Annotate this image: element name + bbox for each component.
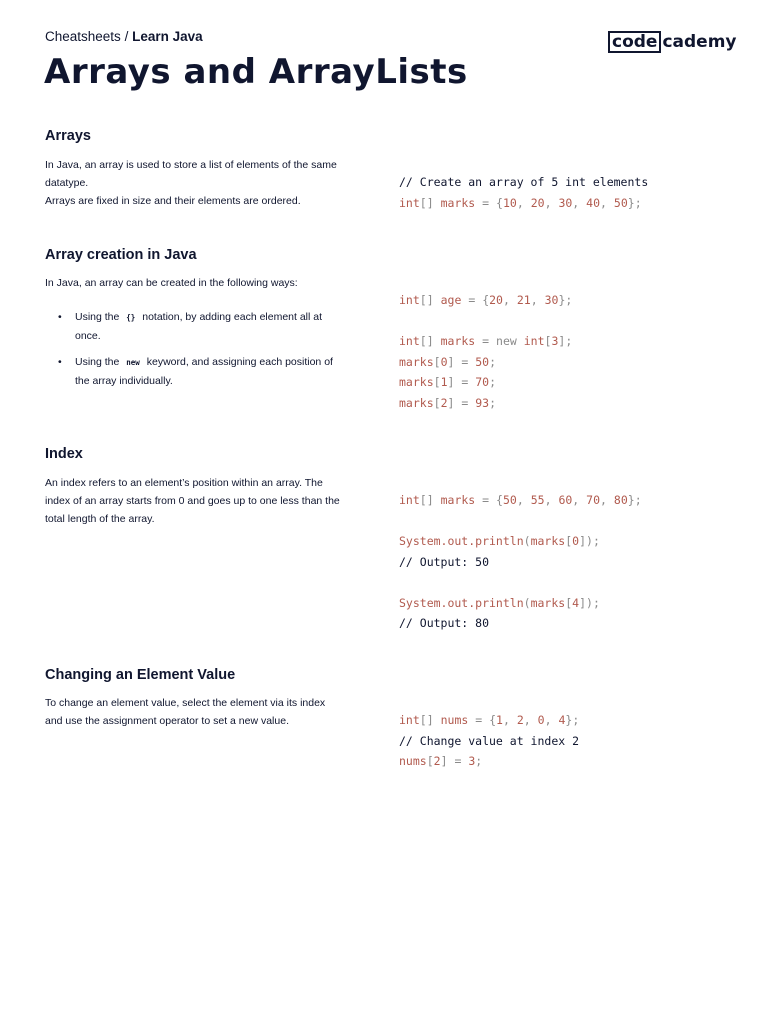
code-line: marks[0] = 50;	[399, 354, 497, 369]
code-line: int[] marks = {10, 20, 30, 40, 50};	[399, 195, 642, 210]
code-block-arrays	[399, 172, 648, 213]
code-block-index	[399, 490, 642, 634]
code-line	[399, 572, 642, 593]
breadcrumb	[45, 29, 203, 44]
codecademy-logo[interactable]	[608, 31, 737, 53]
inline-code: {}	[126, 313, 136, 322]
section-heading-index: Index	[45, 446, 83, 462]
breadcrumb-separator: /	[124, 29, 129, 44]
arrays-description	[45, 156, 345, 210]
index-description: An index refers to an element’s position within an array. The index of an array starts from 0 and goes up to one less than the total length of the array.	[45, 477, 340, 525]
code-line	[399, 511, 642, 532]
list-item	[58, 353, 348, 390]
code-line: System.out.println(marks[4]);	[399, 595, 600, 610]
section-heading-creation: Array creation in Java	[45, 247, 197, 263]
code-line: // Output: 50	[399, 554, 490, 569]
code-line: int[] nums = {1, 2, 0, 4};	[399, 713, 580, 727]
bullet-text: keyword, and assigning each position of the array individually.	[75, 356, 333, 387]
code-line: marks[2] = 93;	[399, 395, 497, 410]
arrays-text-2: Arrays are fixed in size and their elements are ordered.	[45, 195, 301, 207]
breadcrumb-parent[interactable]: Cheatsheets	[45, 29, 121, 44]
code-line: marks[1] = 70;	[399, 375, 497, 389]
inline-code: new	[126, 358, 140, 367]
code-block-creation	[399, 290, 572, 413]
section-heading-changing: Changing an Element Value	[45, 667, 236, 683]
code-line: System.out.println(marks[0]);	[399, 534, 600, 548]
logo-cademy: cademy	[662, 32, 737, 52]
code-line: int[] marks = {50, 55, 60, 70, 80};	[399, 493, 642, 507]
list-item	[58, 308, 348, 345]
code-line: int[] age = {20, 21, 30};	[399, 293, 573, 307]
section-heading-arrays: Arrays	[45, 128, 91, 144]
breadcrumb-current[interactable]: Learn Java	[132, 29, 203, 44]
creation-intro: In Java, an array can be created in the following ways:	[45, 277, 298, 289]
bullet-text: Using the	[75, 311, 120, 323]
arrays-text-1: In Java, an array is used to store a list of elements of the same datatype.	[45, 159, 337, 189]
code-line	[399, 311, 572, 332]
code-line: // Create an array of 5 int elements	[399, 175, 649, 189]
logo-code: code	[608, 31, 661, 53]
code-line: // Output: 80	[399, 616, 490, 630]
page-title: Arrays and ArrayLists	[44, 52, 468, 92]
code-line: int[] marks = new int[3];	[399, 334, 573, 348]
bullet-text: notation, by adding each element all at once.	[75, 311, 323, 342]
bullet-text: Using the	[75, 356, 120, 368]
changing-description: To change an element value, select the element via its index and use the assignment operator to set a new value.	[45, 697, 326, 727]
code-line: // Change value at index 2	[399, 733, 580, 748]
creation-bullet-list	[58, 308, 348, 398]
code-block-changing	[399, 710, 579, 772]
code-line: nums[2] = 3;	[399, 754, 483, 768]
